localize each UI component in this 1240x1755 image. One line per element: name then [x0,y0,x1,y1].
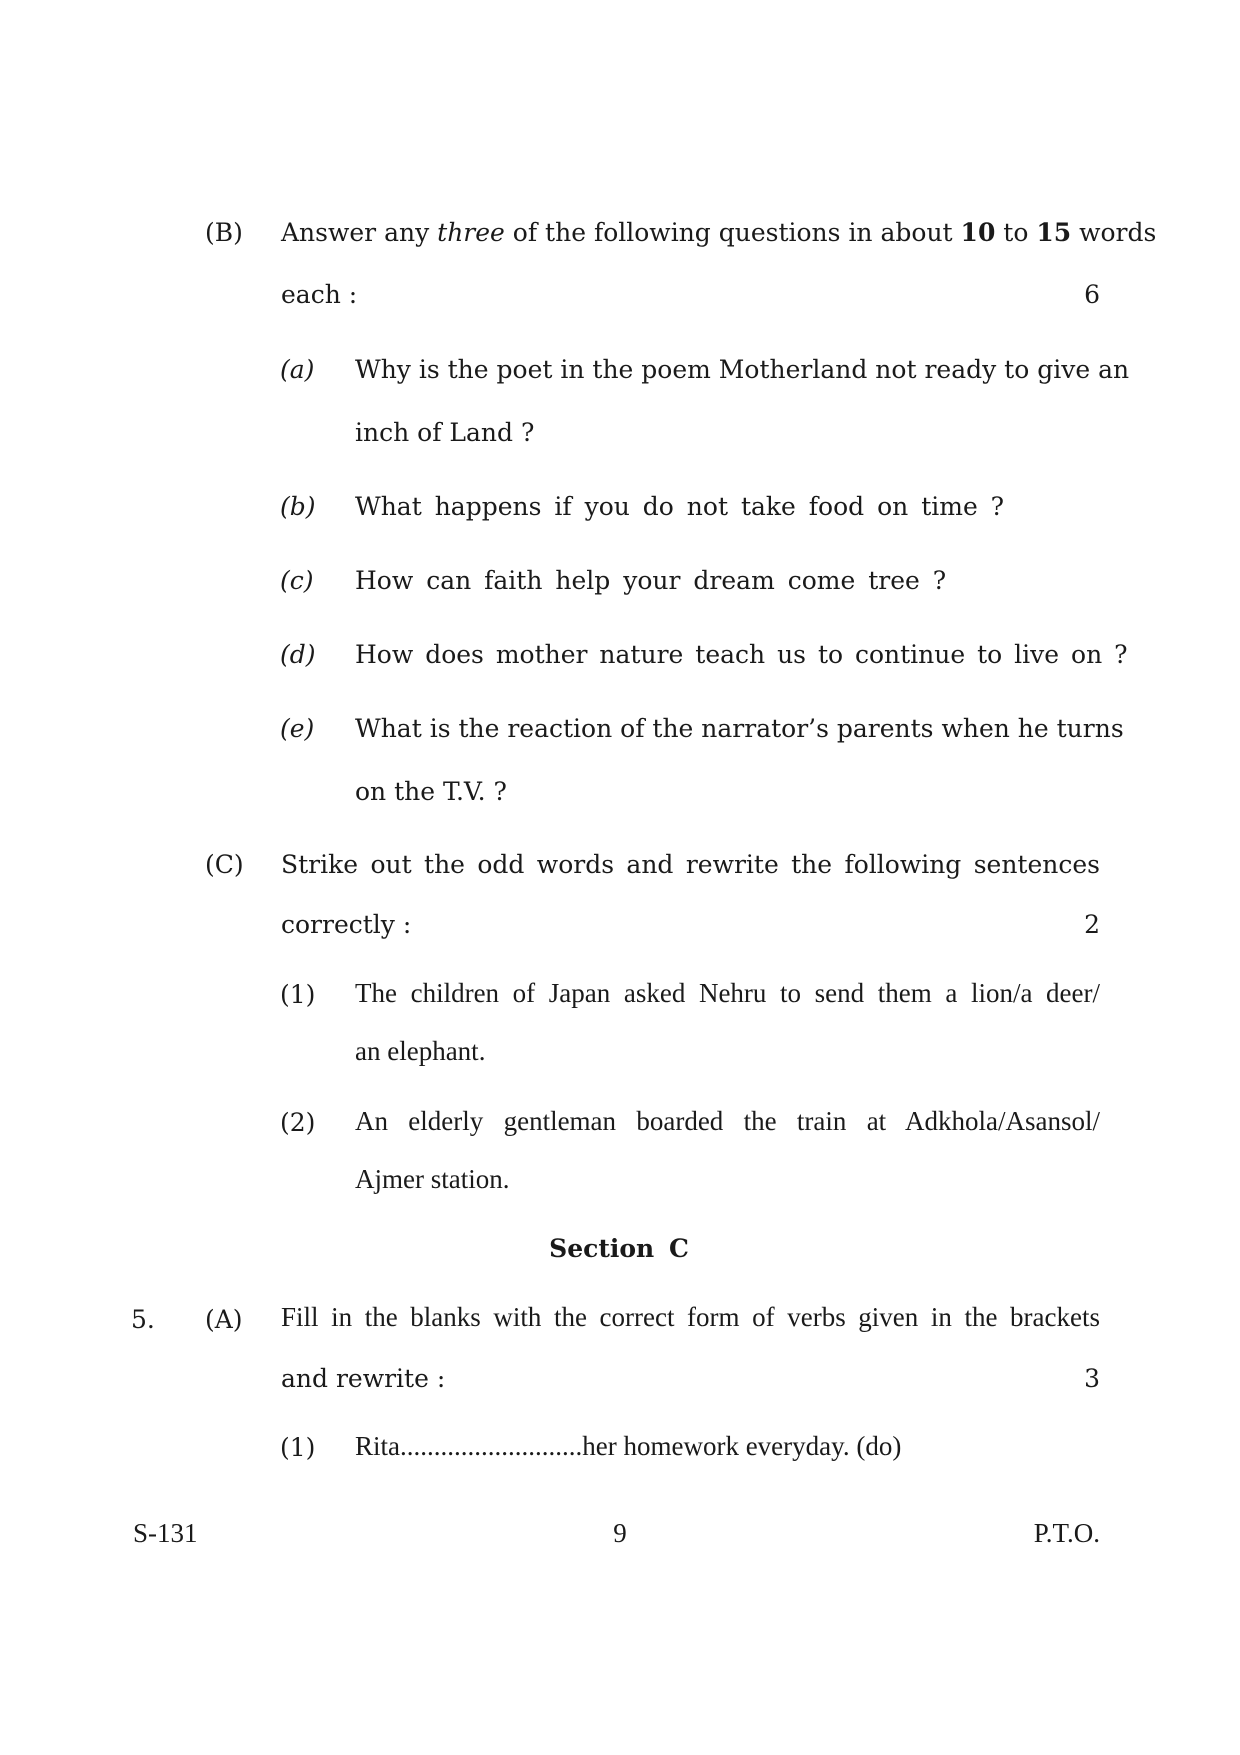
instruction-text: Fill in the blanks with the correct form of verbs given in the brackets [281,1302,1100,1332]
item-label: (1) [280,1433,316,1462]
instruction-emphasis: 15 [1036,218,1072,247]
item-label: (b) [280,492,316,521]
item-label: (2) [280,1108,316,1137]
item-text: Why is the poet in the poem Motherland not ready to give an [355,355,1130,384]
item-text: What is the reaction of the narrator’s parents when he turns [355,714,1124,743]
paper-code: S-131 [133,1518,198,1548]
instruction-continuation: each : [281,280,358,309]
item-text-continuation: an elephant. [355,1036,486,1066]
item-text-continuation: on the T.V. ? [355,777,507,806]
item-text: How does mother nature teach us to continue to live on ? [355,640,1128,669]
marks: 6 [1084,280,1100,309]
item-label: (d) [280,640,316,669]
item-text: What happens if you do not take food on time ? [355,492,1005,521]
instruction-word: of the following questions in about [504,218,961,247]
page-number: 9 [613,1518,627,1548]
instruction-emphasis: three [437,218,505,247]
item-label: (e) [280,714,315,743]
item-text: Rita...........................her homework everyday. (do) [355,1431,902,1461]
item-text-continuation: Ajmer station. [355,1164,510,1194]
instruction-emphasis: 10 [960,218,996,247]
question-label: (B) [205,218,243,247]
instruction-word: to [995,218,1037,247]
instruction-continuation: correctly : [281,910,412,939]
question-label: (C) [205,850,244,879]
item-label: (1) [280,980,316,1009]
instruction-word: words [1071,218,1157,247]
marks: 2 [1084,910,1100,939]
instruction-text: Strike out the odd words and rewrite the following sentences [281,850,1100,879]
item-text: The children of Japan asked Nehru to send them a lion/a deer/ [355,978,1100,1008]
instruction-text [281,218,1157,247]
instruction-word: Answer any [281,218,438,247]
pto-note: P.T.O. [1033,1518,1100,1548]
marks: 3 [1084,1364,1100,1393]
question-number: 5. [131,1305,155,1334]
instruction-continuation: and rewrite : [281,1364,446,1393]
section-heading [0,1234,1240,1263]
item-text-continuation: inch of Land ? [355,418,535,447]
section-heading-text: Section C [549,1234,689,1263]
question-label: (A) [205,1305,243,1334]
item-text: How can faith help your dream come tree ? [355,566,947,595]
item-text: An elderly gentleman boarded the train at Adkhola/Asansol/ [355,1106,1100,1136]
item-label: (c) [280,566,314,595]
item-label: (a) [280,355,315,384]
